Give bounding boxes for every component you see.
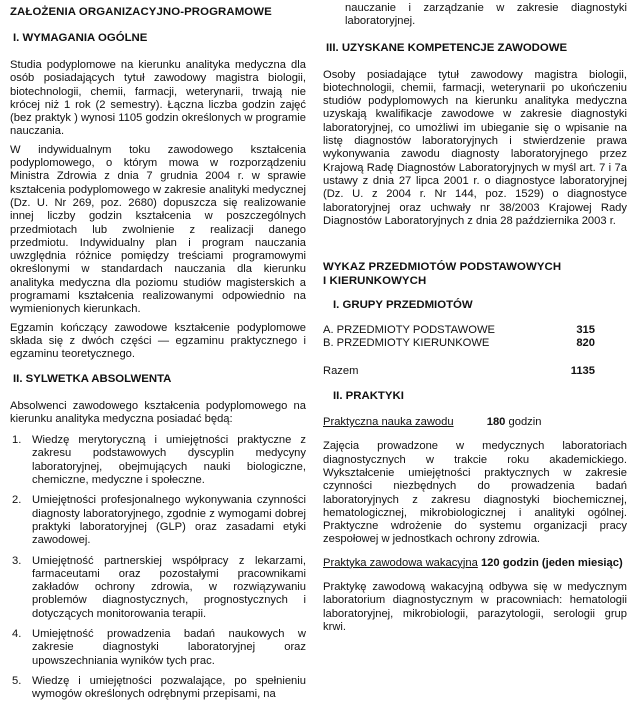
list-item: [10, 494, 306, 547]
list-item-text: Wiedzę i umiejętności pozwalające, po spełnieniu wymogów określonych odrębnymi przepisami, na: [32, 674, 306, 701]
subjects-list-title-line1: WYKAZ PRZEDMIOTÓW PODSTAWOWYCH: [323, 261, 562, 274]
group-label: A. PRZEDMIOTY PODSTAWOWE: [323, 324, 495, 337]
group-hours: 820: [576, 337, 595, 350]
right-column: [323, 0, 627, 634]
list-item-number: 5.: [12, 674, 22, 687]
section-heading-practice: II. PRAKTYKI: [333, 390, 404, 403]
paragraph-practical-training: Zajęcia prowadzone w medycznych laboratoriach diagnostycznych w trakcie roku akademickiego. Wykształcenie umiejętności praktycznych w zakresie czynności niezbędnych do prowadzenia badań laboratoryjnych z zakresu diagnostyki biochemicznej, hematologicznej, mikrobiologicznej i analityki ogólnej. Praktyczne wdrożenie do systemu organizacji pracy zespołowej w jednostkach ochrony zdrowia.: [323, 440, 627, 546]
list-item-number: 1.: [12, 434, 22, 447]
subjects-list-title-line2: I KIERUNKOWYCH: [323, 275, 427, 288]
left-column: [10, 0, 306, 701]
list-item: [10, 675, 306, 701]
summer-practice-line: [323, 557, 627, 570]
summer-practice-label: Praktyka zawodowa wakacyjna: [323, 556, 478, 569]
section-heading-competences: III. UZYSKANE KOMPETENCJE ZAWODOWE: [326, 41, 568, 54]
list-item-number: 2.: [12, 494, 22, 507]
group-hours: 315: [576, 324, 595, 337]
graduate-skills-list: [10, 434, 306, 701]
practical-training-line: [323, 416, 627, 429]
list-item-number: 4.: [12, 627, 22, 640]
list-item: [10, 628, 306, 668]
table-row-total: [323, 365, 595, 378]
document-title: ZAŁOŻENIA ORGANIZACYJNO-PROGRAMOWE: [10, 6, 272, 18]
list-item-text: Umiejętność prowadzenia badań naukowych w zakresie diagnostyki laboratoryjnej oraz upowszechniania wyników tych prac.: [32, 627, 306, 667]
group-label: B. PRZEDMIOTY KIERUNKOWE: [323, 337, 490, 350]
section-heading-subject-groups: I. GRUPY PRZEDMIOTÓW: [333, 299, 473, 312]
subject-groups-table: [323, 324, 595, 378]
practical-training-label: Praktyczna nauka zawodu: [323, 416, 454, 429]
list-item: [10, 434, 306, 487]
list-item-text: Umiejętność partnerskiej współpracy z lekarzami, farmaceutami oraz pozostałymi pracownikami zakładów ochrony zdrowia, w rozwiązywaniu problemów diagnostycznych, prognostycznych i dotyczących monitorowania terapii.: [32, 554, 306, 620]
list-item-text: Umiejętności profesjonalnego wykonywania czynności diagnosty laboratoryjnego, zgodnie z wymogami dobrej praktyki laboratoryjnej (GLP) oraz zasadami etyki zawodowej.: [32, 494, 306, 547]
section-heading-graduate-profile: II. SYLWETKA ABSOLWENTA: [13, 372, 172, 385]
paragraph-graduate-intro: Absolwenci zawodowego kształcenia podyplomowego na kierunku analityka medyczna posiadać będą:: [10, 399, 306, 425]
section-heading-general-requirements: I. WYMAGANIA OGÓLNE: [13, 32, 148, 44]
paragraph-summer-practice: Praktykę zawodową wakacyjną odbywa się w medycznym laboratorium diagnostycznym w pracowniach: hematologii laboratoryjnej, mikrobiologii, parazytologii, serologii grup krwi.: [323, 581, 627, 633]
table-row: [323, 337, 595, 350]
list-item-text: Wiedzę merytoryczną i umiejętności praktyczne z zakresu podstawowych dyscyplin medycyny laboratoryjnej, obejmujących nauki biologiczne, chemiczne, medyczne i społeczne.: [32, 434, 306, 487]
continued-list-text: nauczanie i zarządzanie w zakresie diagnostyki laboratoryjnej.: [345, 2, 627, 28]
paragraph-exam: Egzamin kończący zawodowe kształcenie podyplomowe składa się z dwóch części — egzaminu praktycznego i egzaminu teoretycznego.: [10, 321, 306, 361]
paragraph-duration: Studia podyplomowe na kierunku analityka medyczna dla osób posiadających tytuł zawodowy magistra biologii, biotechnologii, chemii, farmacji, weterynarii, trwają nie krócej niż 1 rok (2 semestry). Łączna liczba godzin zajęć (bez praktyk ) wynosi 1105 godzin określonych w programie nauczania.: [10, 59, 306, 138]
table-row: [323, 324, 595, 337]
list-item-number: 3.: [12, 554, 22, 567]
total-hours: 1135: [570, 364, 595, 377]
subjects-list-title: [323, 260, 627, 288]
summer-practice-tail: godzin (jeden miesiąc): [502, 556, 623, 569]
paragraph-competences: Osoby posiadające tytuł zawodowy magistra biologii, biotechnologii, chemii, farmacji, weterynarii po ukończeniu studiów podyplomowych na kierunku analityka medyczna uzyskają kwalifikacje zawodowe w zakresie diagnostyki laboratoryjnej, co umożliwi im ubieganie się o wpisanie na listę diagnostów laboratoryjnych i stwierdzenie prawa wykonywania zawodu diagnosty laboratoryjnego przez Krajową Radę Diagnostów Laboratoryjnych w myśl art. 7 i 7a ustawy z dnia 27 lipca 2001 r. o diagnostyce laboratoryjnej (Dz. U. z 2004 r. Nr 144, poz. 1529) o diagnostyce laboratoryjnej oraz uchwały nr 38/2003 Krajowej Rady Diagnostów Laboratoryjnych z dnia 28 października 2003 r.: [323, 68, 627, 227]
list-item: [10, 555, 306, 621]
summer-practice-hours: 120: [480, 556, 500, 569]
practical-training-unit: godzin: [508, 416, 542, 429]
paragraph-individual-course: W indywidualnym toku zawodowego kształcenia podyplomowego, o którym mowa w rozporządzeniu Ministra Zdrowia z dnia 7 grudnia 2004 r. w sprawie kształcenia podyplomowego w zakresie analityki medycznej (Dz. U. Nr 269, poz. 2680) dopuszcza się realizowanie innej liczby godzin kształcenia w poszczególnych przedmiotach lub zwolnienie z realizacji danego przedmiotu. Indywidualny plan i program nauczania uwzględnia różnice pomiędzy treściami programowymi określonymi w standardach nauczania dla kierunku analityka medyczna dla poziomu studiów magisterskich a programami kształcenia realizowanymi odpowiednio na wymienionych kierunkach.: [10, 143, 306, 316]
total-label: Razem: [323, 364, 359, 377]
practical-training-hours: 180: [486, 416, 506, 429]
